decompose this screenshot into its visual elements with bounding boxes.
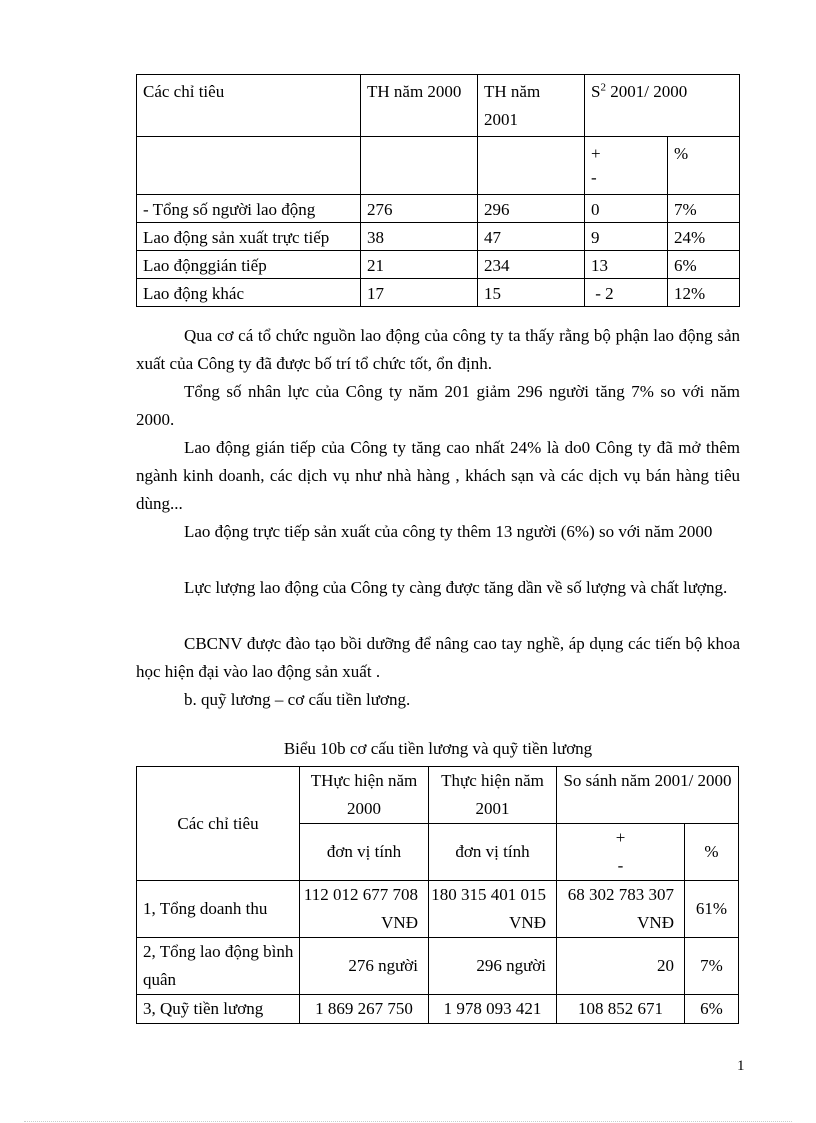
header-unit: đơn vị tính xyxy=(429,824,557,881)
paragraph: Lao động trực tiếp sản xuất của công ty thêm 13 người (6%) so với năm 2000 xyxy=(184,522,713,541)
header-percent: % xyxy=(668,137,740,195)
paragraph: Tổng số nhân lực của Công ty năm 201 giảm 296 người tăng 7% so với năm 2000. xyxy=(136,382,740,429)
header-indicators: Các chỉ tiêu xyxy=(137,767,300,881)
paragraph: Lực lượng lao động của Công ty càng được tăng dần về số lượng và chất lượng. xyxy=(184,578,728,597)
header-plus-minus: + - xyxy=(585,137,668,195)
header-comparison: So sánh năm 2001/ 2000 xyxy=(557,767,739,824)
page-number: 1 xyxy=(737,1058,745,1074)
header-th-2001: TH năm 2001 xyxy=(478,75,585,137)
header-comparison: $S^2$ 2001/ 2000 xyxy=(585,75,740,137)
labor-structure-table xyxy=(136,74,740,307)
salary-fund-table xyxy=(136,766,739,1024)
table-row: Lao động khác 17 15 - 2 12% xyxy=(137,279,740,307)
table-row: 3, Quỹ tiền lương 1 869 267 750 1 978 093 421 108 852 671 6% xyxy=(137,995,739,1024)
header-unit: đơn vị tính xyxy=(300,824,429,881)
paragraph: Qua cơ cá tổ chức nguồn lao động của công ty ta thấy rằng bộ phận lao động sản xuất của Công ty đã được bố trí tổ chức tốt, ổn định. xyxy=(136,326,740,373)
header-percent: % xyxy=(685,824,739,881)
table-row: Lao động sản xuất trực tiếp 38 47 9 24% xyxy=(137,223,740,251)
header-th-2000: TH năm 2000 xyxy=(361,75,478,137)
table-row: Lao độnggián tiếp 21 234 13 6% xyxy=(137,251,740,279)
paragraph: CBCNV được đào tạo bồi dưỡng để nâng cao tay nghề, áp dụng các tiến bộ khoa học hiện đại vào lao động sản xuất . xyxy=(136,634,740,681)
section-heading: b. quỹ lương – cơ cấu tiền lương. xyxy=(184,690,411,709)
paragraph: Lao động gián tiếp của Công ty tăng cao nhất 24% là do0 Công ty đã mở thêm ngành kinh doanh, các dịch vụ như nhà hàng , khách sạn và các dịch vụ bán hàng tiêu dùng... xyxy=(136,438,740,513)
header-actual-2001: Thực hiện năm 2001 xyxy=(429,767,557,824)
header-indicators: Các chỉ tiêu xyxy=(137,75,361,137)
header-empty-cell xyxy=(361,137,478,195)
table-row: 1, Tổng doanh thu 112 012 677 708 VNĐ 180 315 401 015 VNĐ 68 302 783 307 VNĐ 61% xyxy=(137,881,739,938)
table-row: - Tổng số người lao động 276 296 0 7% xyxy=(137,195,740,223)
header-empty-cell xyxy=(478,137,585,195)
header-empty-cell xyxy=(137,137,361,195)
header-actual-2000: THực hiện năm 2000 xyxy=(300,767,429,824)
header-plus-minus: + - xyxy=(557,824,685,881)
table-caption: Biểu 10b cơ cấu tiền lương và quỹ tiền lương xyxy=(283,739,593,758)
page-bottom-rule xyxy=(24,1121,792,1122)
table-row: 2, Tổng lao động bình quân 276 người 296 người 20 7% xyxy=(137,938,739,995)
